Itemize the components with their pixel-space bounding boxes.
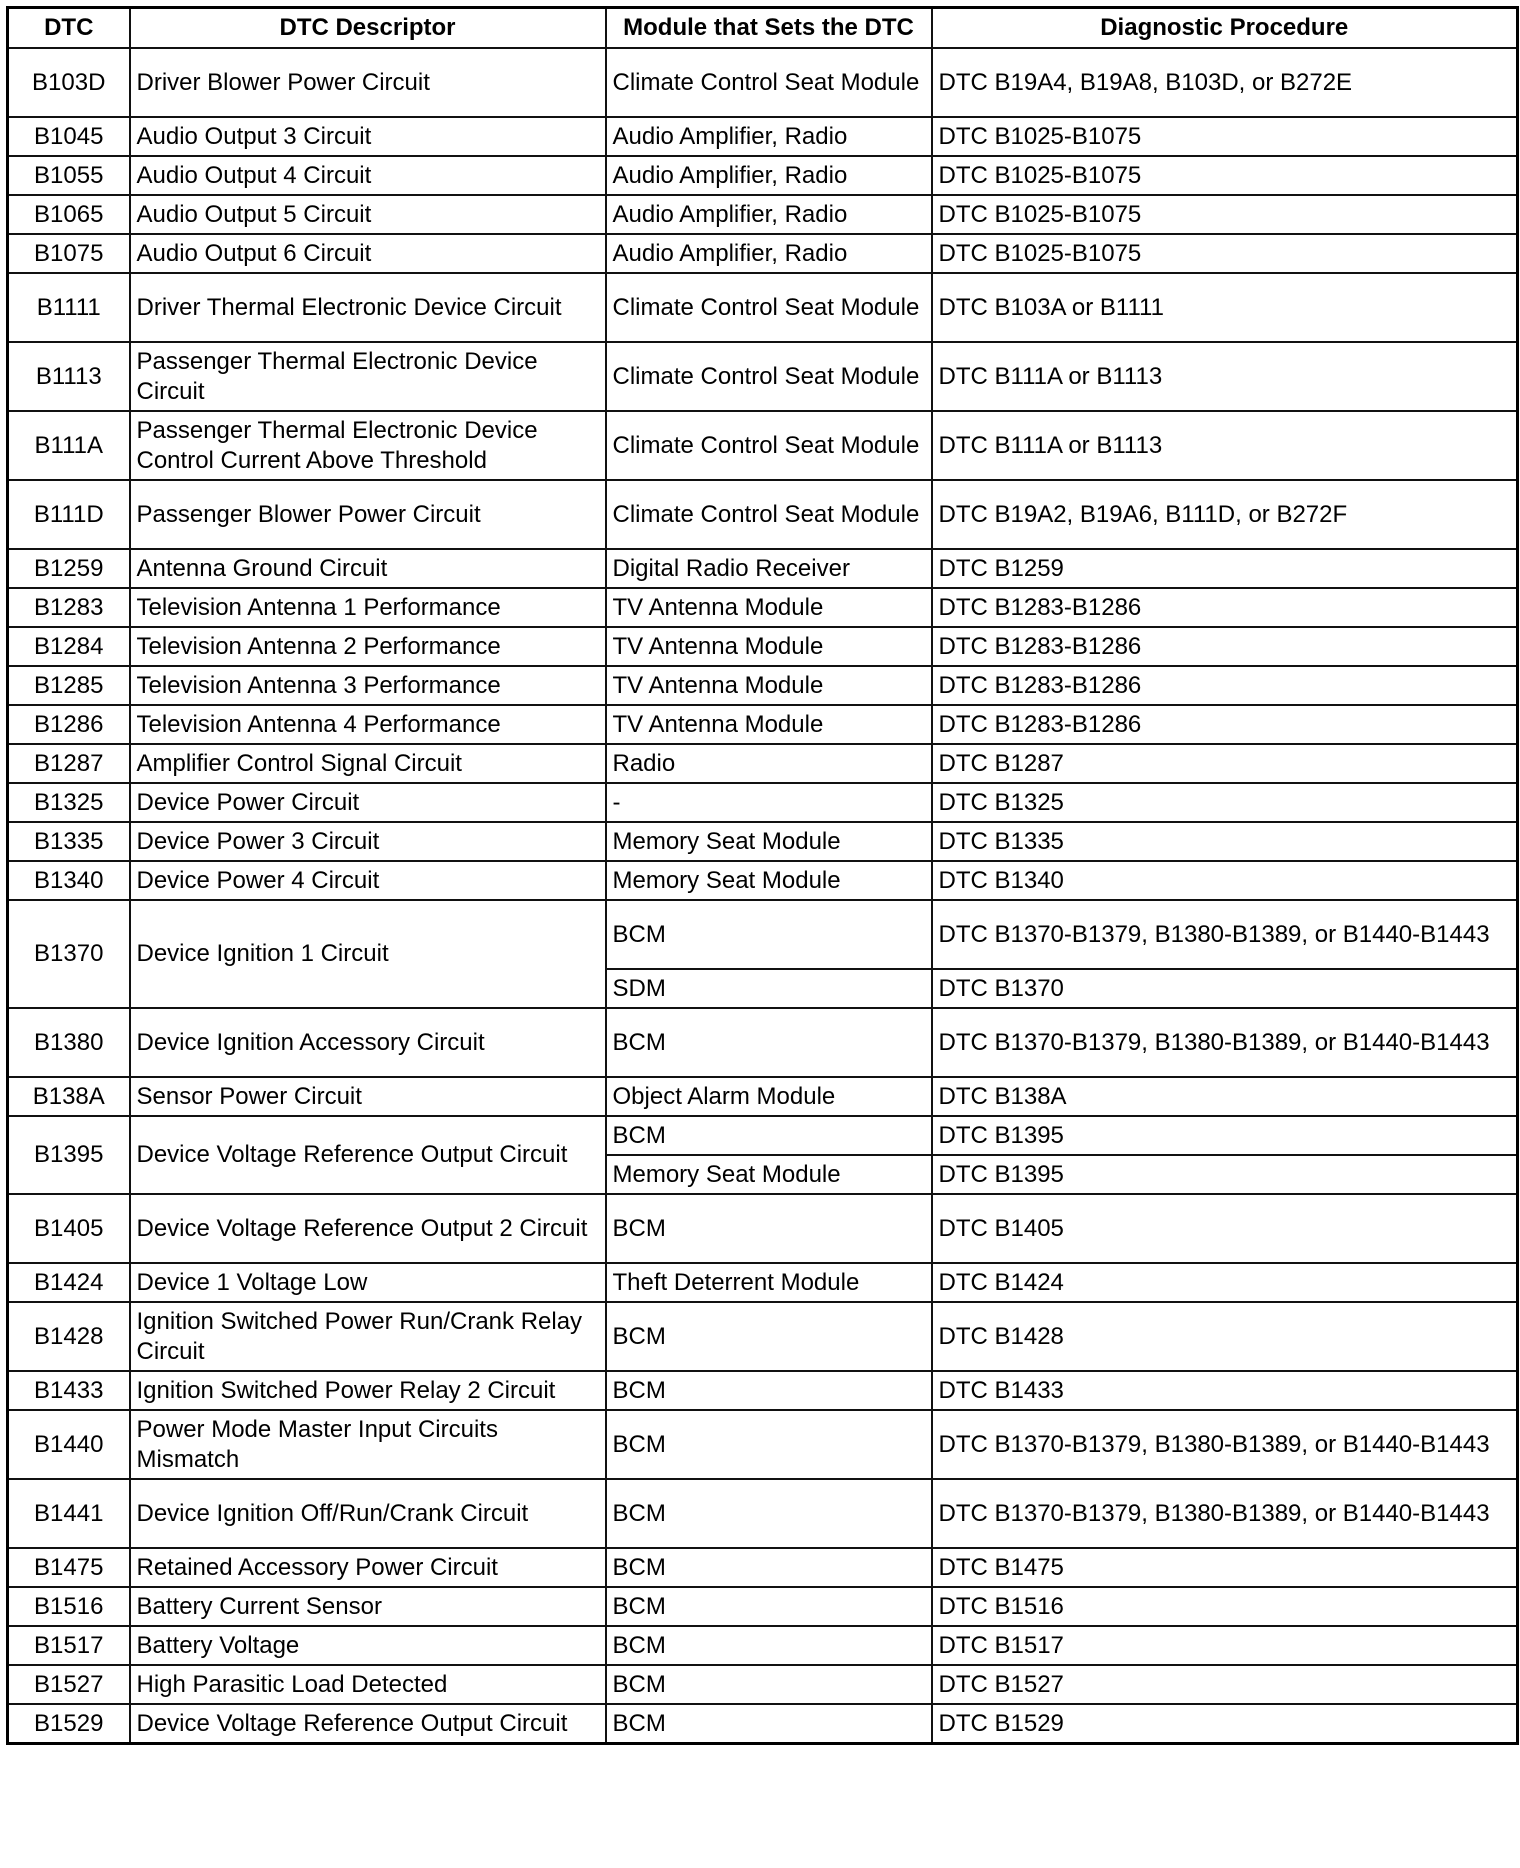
dtc-module: BCM: [606, 1371, 932, 1410]
dtc-descriptor: Passenger Thermal Electronic Device Control Current Above Threshold: [130, 411, 606, 480]
table-row: [8, 1194, 1518, 1263]
dtc-descriptor: High Parasitic Load Detected: [130, 1665, 606, 1704]
dtc-module: BCM: [606, 1626, 932, 1665]
dtc-descriptor: Battery Current Sensor: [130, 1587, 606, 1626]
dtc-descriptor: Device 1 Voltage Low: [130, 1263, 606, 1302]
table-row: [8, 273, 1518, 342]
dtc-code: B1045: [8, 117, 130, 156]
dtc-procedure: DTC B1325: [932, 783, 1518, 822]
dtc-code: B1475: [8, 1548, 130, 1587]
dtc-descriptor: Device Ignition Accessory Circuit: [130, 1008, 606, 1077]
table-row: [8, 234, 1518, 273]
dtc-descriptor: Television Antenna 4 Performance: [130, 705, 606, 744]
dtc-module: Audio Amplifier, Radio: [606, 195, 932, 234]
dtc-procedure: DTC B1283-B1286: [932, 588, 1518, 627]
dtc-descriptor: Retained Accessory Power Circuit: [130, 1548, 606, 1587]
dtc-procedure: DTC B1283-B1286: [932, 705, 1518, 744]
dtc-module: Memory Seat Module: [606, 822, 932, 861]
table-row: [8, 588, 1518, 627]
table-row: [8, 627, 1518, 666]
table-row: [8, 666, 1518, 705]
dtc-descriptor: Device Power Circuit: [130, 783, 606, 822]
dtc-descriptor: Device Ignition Off/Run/Crank Circuit: [130, 1479, 606, 1548]
table-row: [8, 411, 1518, 480]
dtc-descriptor: Power Mode Master Input Circuits Mismatch: [130, 1410, 606, 1479]
dtc-code: B111A: [8, 411, 130, 480]
dtc-procedure: DTC B1025-B1075: [932, 234, 1518, 273]
dtc-code: B1287: [8, 744, 130, 783]
table-row: [8, 1665, 1518, 1704]
dtc-code: B1405: [8, 1194, 130, 1263]
dtc-module: BCM: [606, 1665, 932, 1704]
dtc-procedure: DTC B1527: [932, 1665, 1518, 1704]
dtc-procedure: DTC B111A or B1113: [932, 342, 1518, 411]
table-row: [8, 1302, 1518, 1371]
dtc-descriptor: Audio Output 3 Circuit: [130, 117, 606, 156]
dtc-code: B1517: [8, 1626, 130, 1665]
dtc-module: Digital Radio Receiver: [606, 549, 932, 588]
dtc-procedure: DTC B1433: [932, 1371, 1518, 1410]
dtc-descriptor: Television Antenna 3 Performance: [130, 666, 606, 705]
dtc-procedure: DTC B1424: [932, 1263, 1518, 1302]
dtc-module: TV Antenna Module: [606, 627, 932, 666]
dtc-code: B1284: [8, 627, 130, 666]
dtc-descriptor: Television Antenna 1 Performance: [130, 588, 606, 627]
dtc-procedure: DTC B1025-B1075: [932, 156, 1518, 195]
table-row: [8, 822, 1518, 861]
header-procedure: Diagnostic Procedure: [932, 8, 1518, 49]
dtc-procedure: DTC B111A or B1113: [932, 411, 1518, 480]
dtc-module: Memory Seat Module: [606, 861, 932, 900]
dtc-module: SDM: [606, 969, 932, 1008]
dtc-descriptor: Passenger Thermal Electronic Device Circuit: [130, 342, 606, 411]
dtc-module: Memory Seat Module: [606, 1155, 932, 1194]
table-row: [8, 156, 1518, 195]
dtc-code: B1516: [8, 1587, 130, 1626]
table-row: [8, 1410, 1518, 1479]
dtc-procedure: DTC B19A2, B19A6, B111D, or B272F: [932, 480, 1518, 549]
dtc-code: B1055: [8, 156, 130, 195]
header-descriptor: DTC Descriptor: [130, 8, 606, 49]
dtc-procedure: DTC B1395: [932, 1155, 1518, 1194]
dtc-code: B1335: [8, 822, 130, 861]
dtc-code: B1325: [8, 783, 130, 822]
table-row: [8, 342, 1518, 411]
dtc-module: Climate Control Seat Module: [606, 48, 932, 117]
dtc-module: BCM: [606, 1548, 932, 1587]
dtc-descriptor: Audio Output 6 Circuit: [130, 234, 606, 273]
table-row: [8, 1704, 1518, 1744]
dtc-module: BCM: [606, 1302, 932, 1371]
dtc-module: -: [606, 783, 932, 822]
table-row: [8, 1263, 1518, 1302]
table-row: [8, 48, 1518, 117]
dtc-code: B1286: [8, 705, 130, 744]
dtc-code: B103D: [8, 48, 130, 117]
dtc-table: [6, 6, 1519, 1745]
dtc-module: BCM: [606, 1587, 932, 1626]
dtc-procedure: DTC B1283-B1286: [932, 627, 1518, 666]
dtc-descriptor: Driver Blower Power Circuit: [130, 48, 606, 117]
dtc-procedure: DTC B1370-B1379, B1380-B1389, or B1440-B1443: [932, 900, 1518, 969]
dtc-code: B1370: [8, 900, 130, 1008]
dtc-module: Climate Control Seat Module: [606, 411, 932, 480]
dtc-module: Audio Amplifier, Radio: [606, 117, 932, 156]
dtc-procedure: DTC B1370-B1379, B1380-B1389, or B1440-B1443: [932, 1008, 1518, 1077]
dtc-code: B1433: [8, 1371, 130, 1410]
dtc-code: B1283: [8, 588, 130, 627]
table-row: [8, 195, 1518, 234]
dtc-descriptor: Device Power 3 Circuit: [130, 822, 606, 861]
dtc-module: TV Antenna Module: [606, 666, 932, 705]
table-row: [8, 1008, 1518, 1077]
header-dtc: DTC: [8, 8, 130, 49]
table-row: [8, 549, 1518, 588]
dtc-procedure: DTC B19A4, B19A8, B103D, or B272E: [932, 48, 1518, 117]
dtc-descriptor: Television Antenna 2 Performance: [130, 627, 606, 666]
table-body: [8, 48, 1518, 1744]
dtc-descriptor: Sensor Power Circuit: [130, 1077, 606, 1116]
dtc-code: B111D: [8, 480, 130, 549]
dtc-module: BCM: [606, 1410, 932, 1479]
table-row: [8, 861, 1518, 900]
header-module: Module that Sets the DTC: [606, 8, 932, 49]
dtc-module: BCM: [606, 1479, 932, 1548]
table-row: [8, 744, 1518, 783]
table-row: [8, 783, 1518, 822]
dtc-code: B1428: [8, 1302, 130, 1371]
dtc-procedure: DTC B1025-B1075: [932, 117, 1518, 156]
dtc-code: B1424: [8, 1263, 130, 1302]
dtc-module: BCM: [606, 1116, 932, 1155]
dtc-code: B1395: [8, 1116, 130, 1194]
dtc-procedure: DTC B1395: [932, 1116, 1518, 1155]
dtc-module: Object Alarm Module: [606, 1077, 932, 1116]
dtc-module: Audio Amplifier, Radio: [606, 234, 932, 273]
dtc-descriptor: Audio Output 4 Circuit: [130, 156, 606, 195]
dtc-code: B1075: [8, 234, 130, 273]
dtc-module: BCM: [606, 900, 932, 969]
dtc-descriptor: Device Voltage Reference Output Circuit: [130, 1116, 606, 1194]
table-row: [8, 1116, 1518, 1155]
dtc-descriptor: Device Voltage Reference Output Circuit: [130, 1704, 606, 1744]
dtc-procedure: DTC B1025-B1075: [932, 195, 1518, 234]
table-row: [8, 900, 1518, 969]
dtc-procedure: DTC B1370-B1379, B1380-B1389, or B1440-B1443: [932, 1410, 1518, 1479]
dtc-module: Audio Amplifier, Radio: [606, 156, 932, 195]
dtc-procedure: DTC B1405: [932, 1194, 1518, 1263]
dtc-procedure: DTC B1340: [932, 861, 1518, 900]
dtc-procedure: DTC B1428: [932, 1302, 1518, 1371]
dtc-code: B1113: [8, 342, 130, 411]
table-row: [8, 1548, 1518, 1587]
header-row: [8, 8, 1518, 49]
dtc-procedure: DTC B138A: [932, 1077, 1518, 1116]
dtc-descriptor: Ignition Switched Power Run/Crank Relay Circuit: [130, 1302, 606, 1371]
table-row: [8, 1077, 1518, 1116]
dtc-module: Radio: [606, 744, 932, 783]
dtc-procedure: DTC B1517: [932, 1626, 1518, 1665]
dtc-procedure: DTC B1259: [932, 549, 1518, 588]
table-row: [8, 1626, 1518, 1665]
dtc-descriptor: Device Voltage Reference Output 2 Circuit: [130, 1194, 606, 1263]
dtc-module: TV Antenna Module: [606, 588, 932, 627]
table-row: [8, 705, 1518, 744]
dtc-procedure: DTC B1335: [932, 822, 1518, 861]
dtc-module: TV Antenna Module: [606, 705, 932, 744]
table-row: [8, 1587, 1518, 1626]
dtc-descriptor: Device Power 4 Circuit: [130, 861, 606, 900]
dtc-code: B1441: [8, 1479, 130, 1548]
dtc-module: Theft Deterrent Module: [606, 1263, 932, 1302]
dtc-descriptor: Amplifier Control Signal Circuit: [130, 744, 606, 783]
dtc-procedure: DTC B1283-B1286: [932, 666, 1518, 705]
dtc-procedure: DTC B103A or B1111: [932, 273, 1518, 342]
dtc-module: Climate Control Seat Module: [606, 342, 932, 411]
dtc-procedure: DTC B1370: [932, 969, 1518, 1008]
dtc-code: B1111: [8, 273, 130, 342]
dtc-procedure: DTC B1475: [932, 1548, 1518, 1587]
dtc-descriptor: Passenger Blower Power Circuit: [130, 480, 606, 549]
dtc-module: BCM: [606, 1194, 932, 1263]
dtc-code: B1527: [8, 1665, 130, 1704]
dtc-descriptor: Device Ignition 1 Circuit: [130, 900, 606, 1008]
dtc-code: B1259: [8, 549, 130, 588]
dtc-procedure: DTC B1529: [932, 1704, 1518, 1744]
dtc-descriptor: Ignition Switched Power Relay 2 Circuit: [130, 1371, 606, 1410]
dtc-code: B1285: [8, 666, 130, 705]
dtc-procedure: DTC B1287: [932, 744, 1518, 783]
table-row: [8, 1479, 1518, 1548]
dtc-module: Climate Control Seat Module: [606, 273, 932, 342]
dtc-code: B138A: [8, 1077, 130, 1116]
dtc-code: B1340: [8, 861, 130, 900]
dtc-procedure: DTC B1516: [932, 1587, 1518, 1626]
dtc-code: B1440: [8, 1410, 130, 1479]
table-row: [8, 480, 1518, 549]
dtc-procedure: DTC B1370-B1379, B1380-B1389, or B1440-B1443: [932, 1479, 1518, 1548]
dtc-descriptor: Battery Voltage: [130, 1626, 606, 1665]
dtc-module: BCM: [606, 1008, 932, 1077]
dtc-descriptor: Antenna Ground Circuit: [130, 549, 606, 588]
dtc-code: B1065: [8, 195, 130, 234]
dtc-code: B1380: [8, 1008, 130, 1077]
dtc-descriptor: Audio Output 5 Circuit: [130, 195, 606, 234]
table-row: [8, 117, 1518, 156]
dtc-descriptor: Driver Thermal Electronic Device Circuit: [130, 273, 606, 342]
dtc-module: Climate Control Seat Module: [606, 480, 932, 549]
table-header: [8, 8, 1518, 49]
dtc-module: BCM: [606, 1704, 932, 1744]
dtc-table-container: [6, 6, 1516, 1745]
dtc-code: B1529: [8, 1704, 130, 1744]
table-row: [8, 1371, 1518, 1410]
